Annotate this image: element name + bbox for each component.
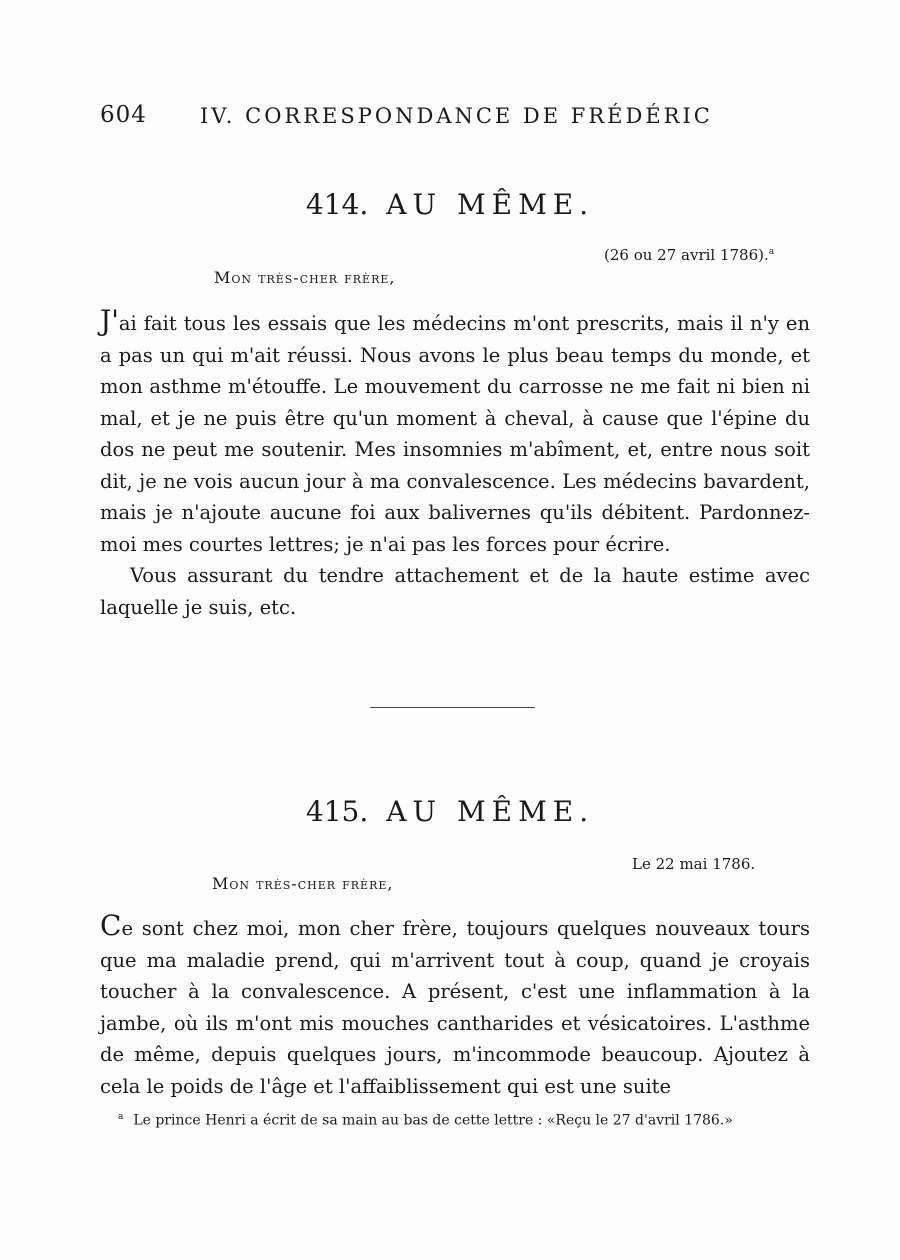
page-number: 604: [100, 102, 147, 128]
letter-415-salutation: [212, 874, 393, 893]
letter-title: AU MÊME.: [386, 795, 595, 828]
letter-date: Le 22 mai 1786.: [632, 855, 756, 873]
paragraph: Ce sont chez moi, mon cher frère, toujours quelques nouveaux tours que ma maladie prend, qui m'arrivent tout à coup, quand je croyais toucher à la convalescence. A présent, c'est une inflammation à la jambe, où ils m'ont mis mouches cantharides et vésicatoires. L'asthme de même, depuis quelques jours, m'incommode beaucoup. Ajoutez à cela le poids de l'âge et l'affaiblissement qui est une suite: [100, 909, 810, 1098]
letter-number: 415.: [305, 795, 369, 828]
running-title: IV. CORRESPONDANCE DE FRÉDÉRIC: [200, 104, 713, 128]
salutation-first-word: Mon: [212, 874, 251, 893]
footnote-text: Le prince Henri a écrit de sa main au bas de cette lettre : «Reçu le 27 d'avril 1786.»: [133, 1112, 733, 1129]
section-divider: [370, 707, 535, 708]
salutation-text: très-cher frère,: [256, 874, 394, 893]
paragraph: Vous assurant du tendre attachement et de la haute estime avec laquelle je suis, etc.: [100, 564, 810, 619]
letter-414-heading: [0, 188, 900, 221]
letter-414-salutation: [214, 268, 395, 287]
salutation-text: très-cher frère,: [258, 268, 396, 287]
letter-414-date: [604, 246, 774, 264]
letter-415-heading: [0, 795, 900, 828]
salutation-first-word: Mon: [214, 268, 253, 287]
paragraph: J'ai fait tous les essais que les médecins m'ont prescrits, mais il n'y en a pas un qui m'ait réussi. Nous avons le plus beau temps du monde, et mon asthme m'étouffe. Le mouvement du carrosse ne me fait ni bien ni mal, et je ne puis être qu'un moment à cheval, à cause que l'épine du dos ne peut me soutenir. Mes insomnies m'abîment, et, entre nous soit dit, je ne vois aucun jour à ma convalescence. Les médecins bavardent, mais je n'ajoute aucune foi aux balivernes qu'ils débitent. Pardonnez-moi mes courtes lettres; je n'ai pas les forces pour écrire.: [100, 304, 810, 556]
footnote: [118, 1112, 733, 1129]
letter-414-body: [100, 305, 810, 623]
letter-415-body: [100, 910, 810, 1102]
footnote-marker: a: [118, 1112, 124, 1122]
letter-date: (26 ou 27 avril 1786).: [604, 246, 769, 264]
letter-415-date: [632, 855, 755, 873]
letter-number: 414.: [305, 188, 369, 221]
footnote-marker: a: [768, 247, 775, 257]
letter-title: AU MÊME.: [386, 188, 595, 221]
